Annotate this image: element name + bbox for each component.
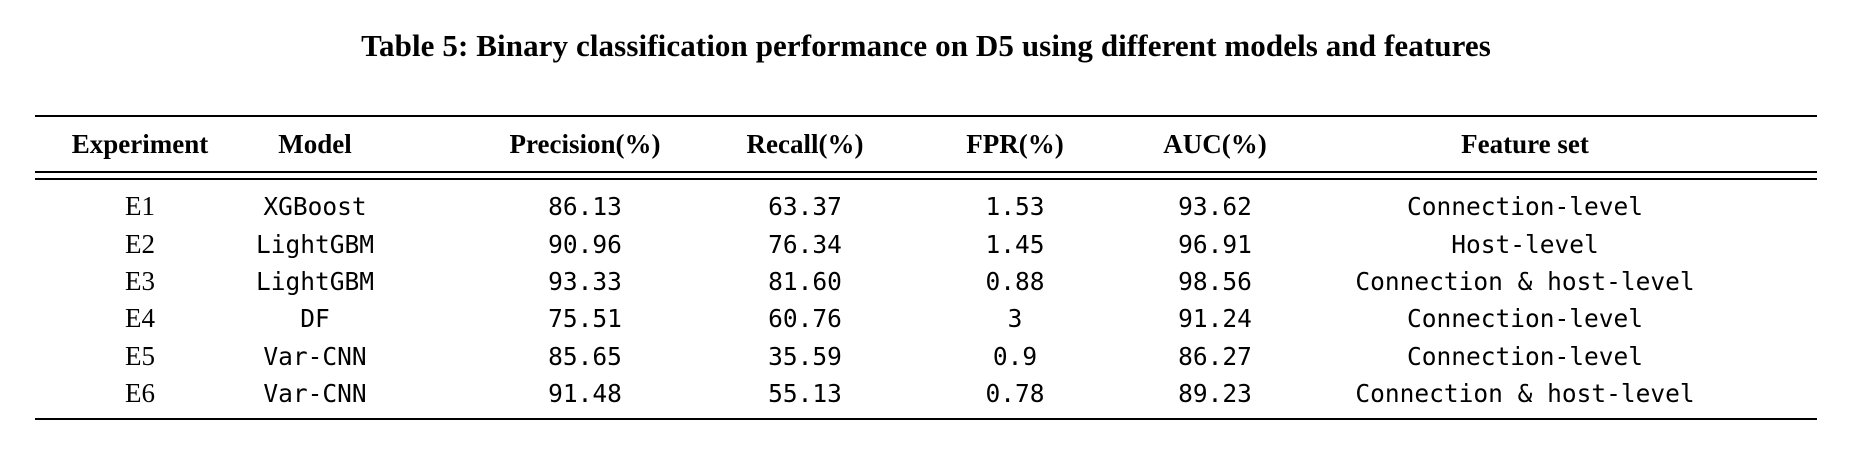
header-fpr: FPR(%): [966, 128, 1064, 159]
cell-experiment: E3: [125, 265, 155, 296]
cell-precision: 91.48: [548, 379, 622, 409]
table-row: [35, 225, 1817, 262]
cell-feature-set: Connection & host-level: [1355, 379, 1695, 409]
table-row: [35, 188, 1817, 225]
cell-fpr: 1.53: [985, 192, 1045, 222]
cell-feature-set: Host-level: [1451, 229, 1599, 259]
cell-feature-set: Connection & host-level: [1355, 266, 1695, 296]
cell-auc: 96.91: [1178, 229, 1252, 259]
cell-fpr: 0.88: [985, 266, 1045, 296]
cell-recall: 76.34: [768, 229, 842, 259]
cell-model: Var-CNN: [263, 341, 367, 371]
cell-auc: 89.23: [1178, 379, 1252, 409]
cell-fpr: 3: [1007, 304, 1023, 334]
table-row: [35, 375, 1817, 412]
results-table: [35, 115, 1817, 420]
cell-model: DF: [300, 304, 330, 334]
cell-model: Var-CNN: [263, 379, 367, 409]
table-caption: Table 5: Binary classification performance on D5 using different models and features: [361, 28, 1491, 63]
cell-experiment: E1: [125, 191, 155, 222]
cell-recall: 35.59: [768, 341, 842, 371]
header-auc: AUC(%): [1163, 128, 1267, 159]
cell-recall: 55.13: [768, 379, 842, 409]
cell-feature-set: Connection-level: [1406, 192, 1643, 222]
table-header-row: [35, 117, 1817, 171]
cell-auc: 86.27: [1178, 341, 1252, 371]
table-header-rule: [35, 171, 1817, 173]
cell-fpr: 1.45: [985, 229, 1045, 259]
cell-precision: 93.33: [548, 266, 622, 296]
table-row: [35, 300, 1817, 337]
cell-recall: 63.37: [768, 192, 842, 222]
cell-precision: 90.96: [548, 229, 622, 259]
cell-model: XGBoost: [263, 192, 367, 222]
cell-precision: 75.51: [548, 304, 622, 334]
cell-auc: 98.56: [1178, 266, 1252, 296]
table-bottom-rule: [35, 418, 1817, 420]
cell-feature-set: Connection-level: [1406, 341, 1643, 371]
table-row: [35, 338, 1817, 375]
cell-experiment: E5: [125, 340, 155, 371]
cell-precision: 86.13: [548, 192, 622, 222]
cell-model: LightGBM: [255, 229, 374, 259]
cell-recall: 81.60: [768, 266, 842, 296]
cell-feature-set: Connection-level: [1406, 304, 1643, 334]
table-body: [35, 180, 1817, 418]
header-experiment: Experiment: [71, 128, 209, 159]
header-recall: Recall(%): [746, 128, 864, 159]
cell-fpr: 0.9: [992, 341, 1038, 371]
cell-experiment: E6: [125, 378, 155, 409]
cell-auc: 93.62: [1178, 192, 1252, 222]
cell-model: LightGBM: [255, 266, 374, 296]
cell-auc: 91.24: [1178, 304, 1252, 334]
header-model: Model: [278, 128, 352, 159]
header-precision: Precision(%): [509, 128, 661, 159]
table-row: [35, 263, 1817, 300]
header-feature-set: Feature set: [1461, 128, 1589, 159]
cell-fpr: 0.78: [985, 379, 1045, 409]
cell-experiment: E2: [125, 228, 155, 259]
cell-precision: 85.65: [548, 341, 622, 371]
cell-recall: 60.76: [768, 304, 842, 334]
cell-experiment: E4: [125, 303, 155, 334]
